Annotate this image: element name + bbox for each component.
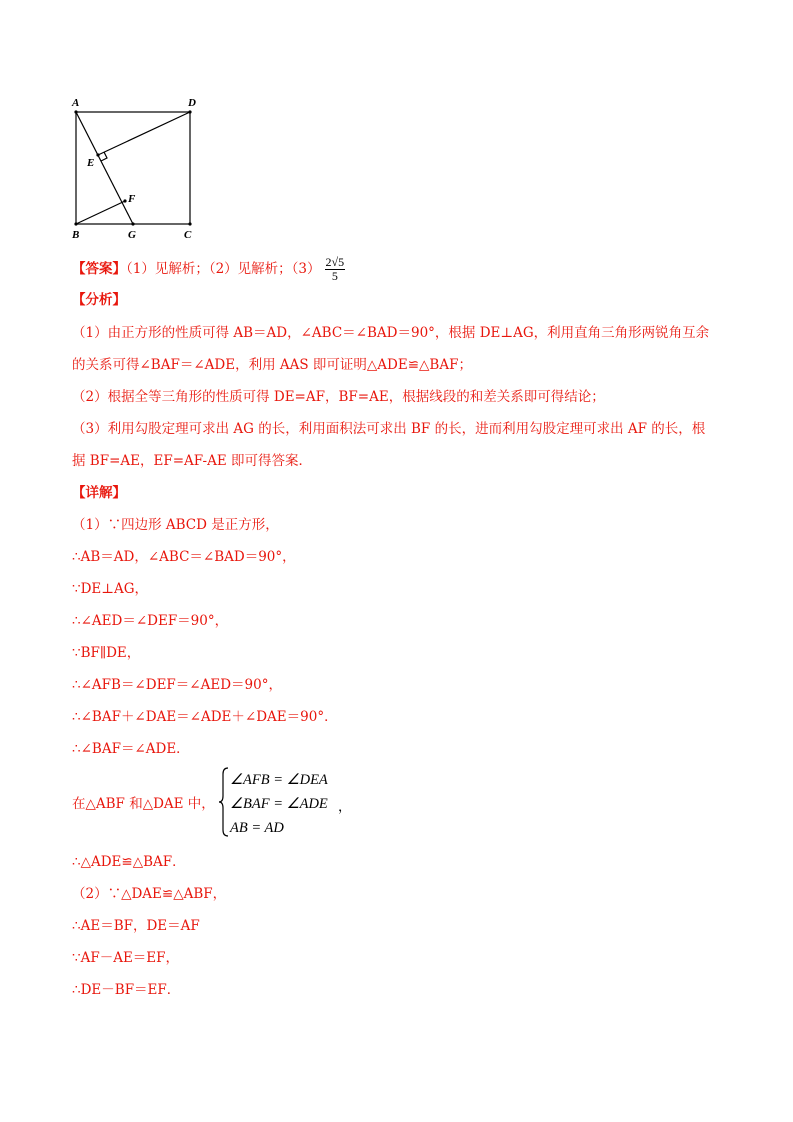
segment-ag [76,112,133,224]
system-equation-1: ∠AFB = ∠DEA [230,772,328,788]
segment-de [98,112,190,155]
analysis-line-3: （2）根据全等三角形的性质可得 DE=AF，BF=AE，根据线段的和差关系即可得结论； [72,389,605,405]
system-equations [230,768,328,840]
detail-line-3: ∵DE⊥AG， [72,581,148,597]
label-g: G [128,229,136,241]
detail-line-5: ∵BF∥DE， [72,645,141,661]
answer-text: （1）见解析；（2）见解析；（3） [126,261,321,277]
answer-line [72,256,732,283]
fraction-denominator: 5 [331,269,338,283]
label-b: B [72,229,80,241]
answer-fraction [325,256,346,283]
square-figure [68,92,208,244]
detail-after-1: ∴△ADE≌△BAF． [72,854,186,870]
detail-after-4: ∵AF－AE＝EF， [72,950,180,966]
label-e: E [87,157,95,169]
detail-after-2: （2）∵△DAE≌△ABF， [72,886,227,902]
system-comma: ， [338,799,352,815]
analysis-line-1: （1）由正方形的性质可得 AB＝AD，∠ABC＝∠BAD＝90°，根据 DE⊥AG，利用直角三角形两锐角互余 [72,325,710,341]
detail-line-8: ∴∠BAF＝∠ADE． [72,741,190,757]
analysis-line-4: （3）利用勾股定理可求出 AG 的长，利用面积法可求出 BF 的长，进而利用勾股定理可求出 AF 的长，根 [72,421,706,437]
detail-after-3: ∴AE＝BF，DE＝AF [72,918,200,934]
segment-bf [76,201,125,224]
analysis-line-2: 的关系可得∠BAF＝∠ADE，利用 AAS 即可证明△ADE≌△BAF； [72,357,472,373]
answer-tag: 【答案】 [72,261,126,277]
analysis-heading: 【分析】 [72,292,126,308]
analysis-line-5: 据 BF=AE，EF=AF-AE 即可得答案． [72,453,312,469]
label-c: C [184,229,192,241]
label-d: D [188,97,196,109]
system-equation-2: ∠BAF = ∠ADE [230,796,328,812]
detail-heading: 【详解】 [72,485,126,501]
system-lead-text: 在△ABF 和△DAE 中， [72,796,215,812]
detail-line-4: ∴∠AED＝∠DEF＝90°， [72,613,229,629]
detail-line-1: （1）∵四边形 ABCD 是正方形， [72,517,279,533]
detail-line-2: ∴AB＝AD，∠ABC＝∠BAD＝90°， [72,549,296,565]
fraction-numerator: 2√5 [325,255,345,269]
detail-line-7: ∴∠BAF＋∠DAE＝∠ADE＋∠DAE＝90°． [72,709,338,725]
label-a: A [72,97,80,109]
label-f: F [128,193,136,205]
left-brace [218,766,230,838]
system-equation-3: AB = AD [230,820,284,836]
detail-line-6: ∴∠AFB＝∠DEF＝∠AED＝90°， [72,677,282,693]
detail-after-5: ∴DE－BF＝EF． [72,982,181,998]
